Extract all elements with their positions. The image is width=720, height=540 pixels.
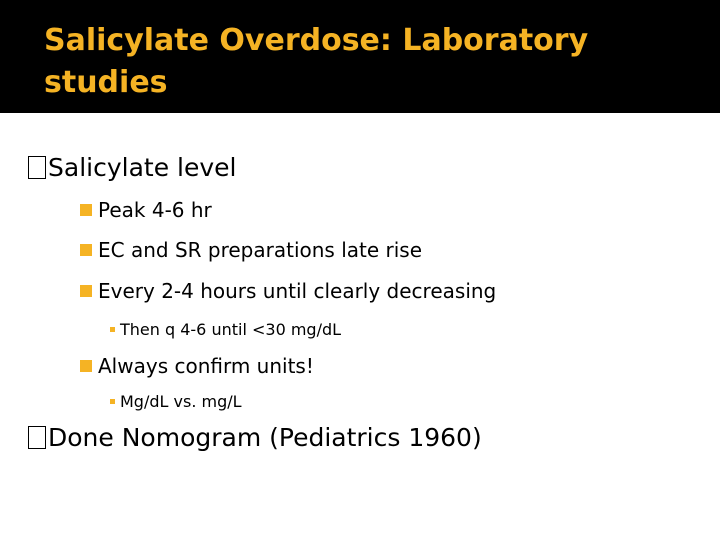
- small-square-bullet-icon: [110, 327, 115, 332]
- slide-title: Salicylate Overdose: Laboratory studies: [44, 23, 589, 100]
- subbullet-text: EC and SR preparations late rise: [98, 238, 423, 262]
- missing-glyph-icon: [28, 426, 46, 449]
- square-bullet-icon: [80, 285, 92, 297]
- bullet-text: Done Nomogram (Pediatrics 1960): [48, 423, 482, 452]
- subbullet-text: Every 2-4 hours until clearly decreasing: [98, 279, 497, 303]
- title-band: [0, 0, 720, 113]
- square-bullet-icon: [80, 244, 92, 256]
- bullet-done-nomogram: [28, 423, 482, 453]
- missing-glyph-icon: [28, 156, 46, 179]
- subbullet-text: Peak 4-6 hr: [98, 198, 212, 222]
- square-bullet-icon: [80, 204, 92, 216]
- square-bullet-icon: [80, 360, 92, 372]
- subbullet-text: Always confirm units!: [98, 354, 314, 378]
- bullet-salicylate-level: [28, 153, 236, 183]
- subsubbullet-text: Mg/dL vs. mg/L: [120, 392, 242, 411]
- subsubbullet-text: Then q 4-6 until <30 mg/dL: [120, 320, 342, 339]
- small-square-bullet-icon: [110, 399, 115, 404]
- subbullet-peak: [80, 197, 212, 223]
- subbullet-ec-sr: [80, 237, 422, 263]
- subsubbullet-then-q: [110, 319, 341, 341]
- bullet-text: Salicylate level: [48, 153, 237, 182]
- subbullet-every-2-4-hours: [80, 278, 496, 304]
- slide-content: [0, 113, 720, 540]
- subsubbullet-units: [110, 391, 242, 413]
- subbullet-confirm-units: [80, 353, 314, 379]
